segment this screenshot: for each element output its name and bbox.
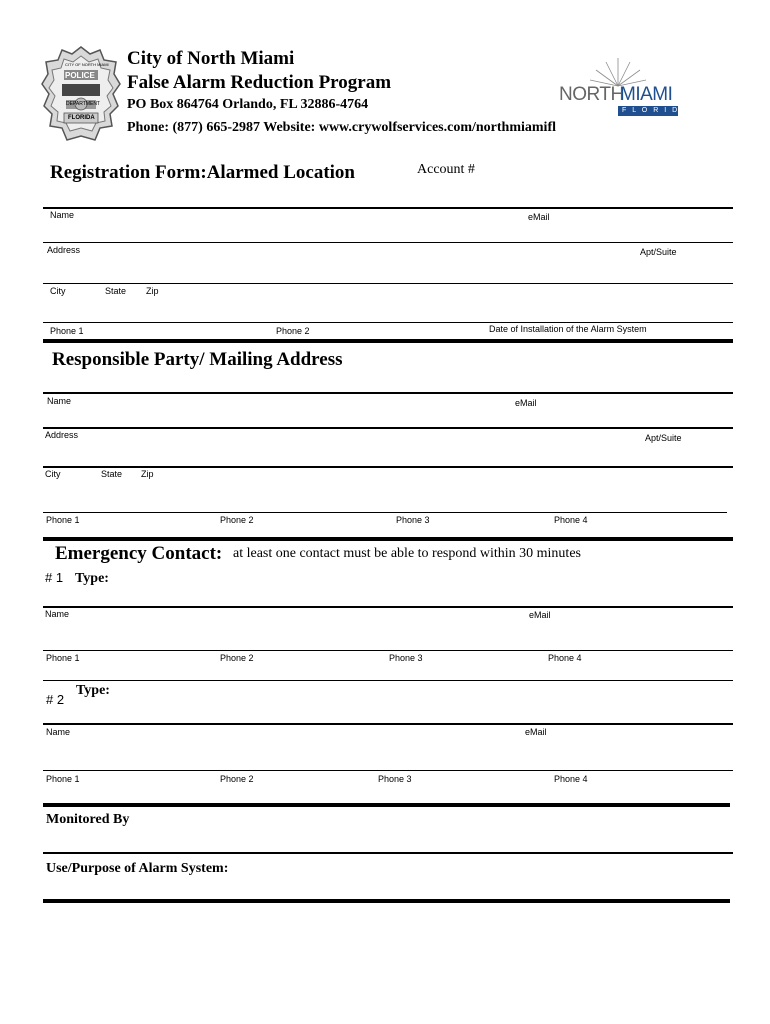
divider (43, 242, 733, 243)
field-phone-2[interactable]: Phone 2 (220, 515, 254, 525)
field-install-date[interactable]: Date of Installation of the Alarm System (489, 324, 647, 334)
divider (43, 339, 733, 343)
field-phone-1[interactable]: Phone 1 (46, 515, 80, 525)
divider (43, 322, 733, 323)
logo-miami: MIAMI (620, 84, 673, 105)
field-phone-3[interactable]: Phone 3 (396, 515, 430, 525)
field-phone-3[interactable]: Phone 3 (378, 774, 412, 784)
field-city[interactable]: City (45, 469, 61, 479)
badge-top-text: CITY OF NORTH MIAMI (65, 62, 109, 67)
account-label: Account # (417, 162, 475, 177)
field-city[interactable]: City (50, 286, 66, 296)
logo-north: NORTH (559, 84, 624, 105)
logo-florida: F L O R I D A (622, 107, 690, 114)
contact-1-number: # 1 (45, 570, 64, 585)
field-phone-2[interactable]: Phone 2 (220, 774, 254, 784)
phone-website: Phone: (877) 665-2987 Website: www.crywolfservices.com/northmiamifl (127, 120, 556, 135)
field-phone-4[interactable]: Phone 4 (554, 774, 588, 784)
field-phone-1[interactable]: Phone 1 (50, 326, 84, 336)
divider (43, 392, 733, 394)
field-phone-4[interactable]: Phone 4 (548, 653, 582, 663)
divider (43, 207, 733, 209)
program-title: False Alarm Reduction Program (127, 72, 392, 93)
field-email[interactable]: eMail (525, 727, 547, 737)
contact-2-number: # 2 (46, 692, 65, 707)
field-zip[interactable]: Zip (141, 469, 154, 479)
badge-police-text: POLICE (65, 71, 95, 80)
field-address[interactable]: Address (47, 245, 81, 255)
divider (43, 770, 733, 771)
field-name[interactable]: Name (45, 609, 70, 619)
divider (43, 512, 727, 513)
police-badge (40, 44, 122, 148)
field-address[interactable]: Address (45, 430, 79, 440)
field-apt-suite[interactable]: Apt/Suite (645, 433, 682, 443)
field-phone-1[interactable]: Phone 1 (46, 653, 80, 663)
use-purpose-field[interactable]: Use/Purpose of Alarm System: (46, 861, 229, 876)
mailing-address: PO Box 864764 Orlando, FL 32886-4764 (127, 97, 369, 112)
registration-title: Registration Form:Alarmed Location (50, 162, 355, 183)
field-name[interactable]: Name (50, 210, 75, 220)
field-state[interactable]: State (101, 469, 123, 479)
divider (43, 803, 730, 807)
emergency-contact-title: Emergency Contact: (55, 543, 223, 564)
divider (43, 427, 733, 429)
emergency-contact-note: at least one contact must be able to respond within 30 minutes (233, 546, 581, 561)
responsible-party-title: Responsible Party/ Mailing Address (52, 349, 343, 370)
field-email[interactable]: eMail (528, 212, 550, 222)
field-phone-3[interactable]: Phone 3 (389, 653, 423, 663)
divider (43, 723, 733, 725)
field-name[interactable]: Name (46, 727, 71, 737)
north-miami-logo (556, 56, 690, 118)
divider (43, 606, 733, 608)
divider (43, 283, 733, 284)
field-phone-2[interactable]: Phone 2 (220, 653, 254, 663)
field-phone-4[interactable]: Phone 4 (554, 515, 588, 525)
contact-2-type[interactable]: Type: (76, 683, 110, 698)
divider (43, 650, 733, 651)
field-email[interactable]: eMail (529, 610, 551, 620)
field-phone-1[interactable]: Phone 1 (46, 774, 80, 784)
field-email[interactable]: eMail (515, 398, 537, 408)
field-zip[interactable]: Zip (146, 286, 159, 296)
contact-1-type[interactable]: Type: (75, 571, 109, 586)
badge-department-text: DEPARTMENT (66, 101, 100, 107)
divider (43, 537, 733, 541)
divider (43, 852, 733, 854)
monitored-by-field[interactable]: Monitored By (46, 812, 130, 827)
field-name[interactable]: Name (47, 396, 72, 406)
field-apt-suite[interactable]: Apt/Suite (640, 247, 677, 257)
field-phone-2[interactable]: Phone 2 (276, 326, 310, 336)
badge-florida-text: FLORIDA (68, 115, 95, 121)
divider (43, 466, 733, 468)
divider (43, 899, 730, 903)
field-state[interactable]: State (105, 286, 127, 296)
city-title: City of North Miami (127, 48, 295, 69)
divider (43, 680, 733, 681)
